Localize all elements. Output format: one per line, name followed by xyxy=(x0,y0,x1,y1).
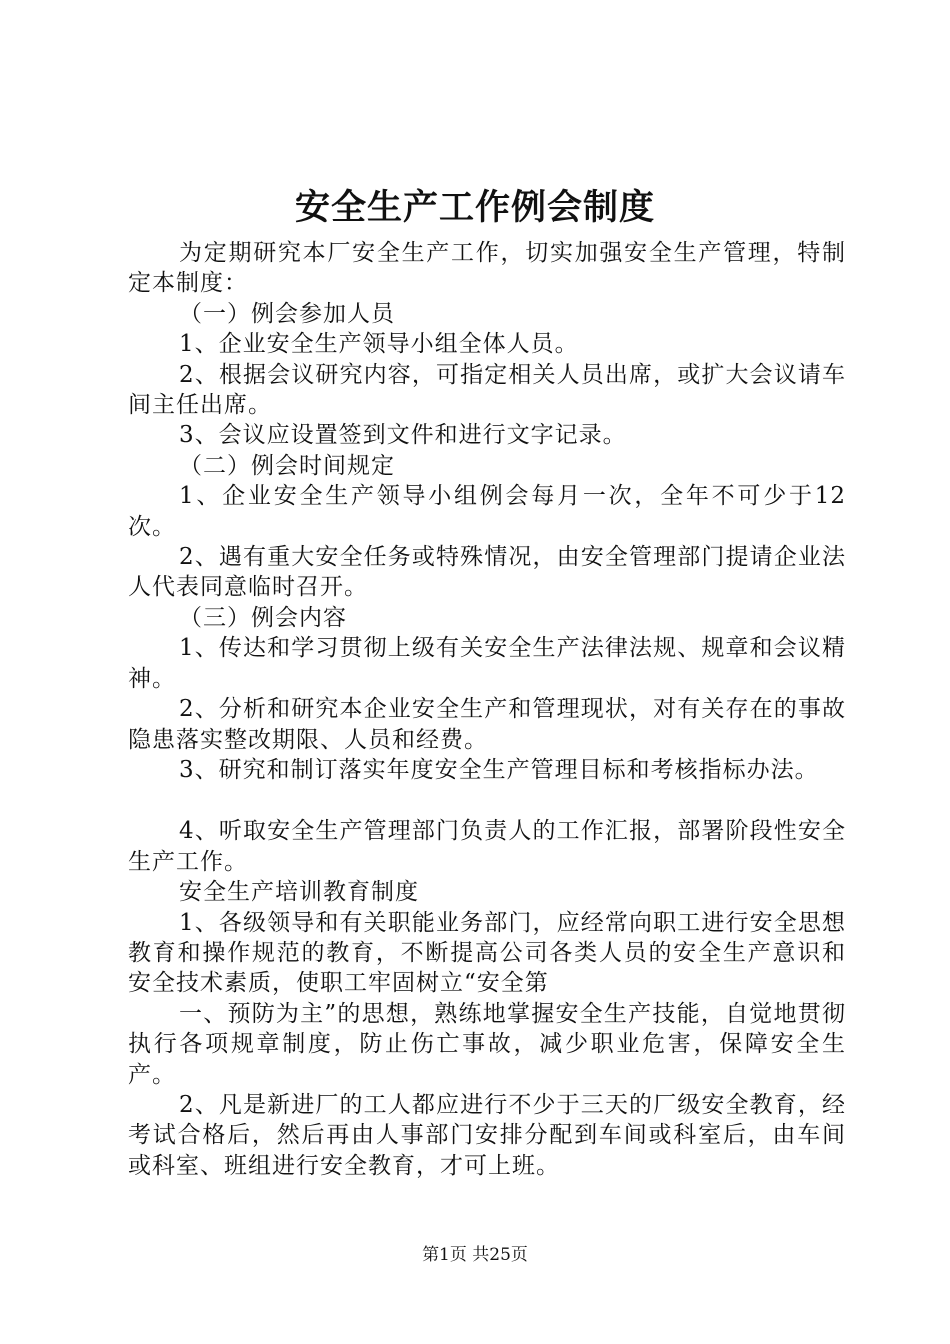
paragraph-item: 2、遇有重大安全任务或特殊情况，由安全管理部门提请企业法人代表同意临时召开。 xyxy=(128,544,846,601)
paragraph-item: 3、会议应设置签到文件和进行文字记录。 xyxy=(179,422,627,449)
paragraph-item: 3、研究和制订落实年度安全生产管理目标和考核指标办法。 xyxy=(179,756,819,783)
section-heading-2: （二）例会时间规定 xyxy=(179,452,395,479)
section-heading-training: 安全生产培训教育制度 xyxy=(179,879,419,906)
paragraph-item: 2、凡是新进厂的工人都应进行不少于三天的厂级安全教育，经考试合格后，然后再由人事部门安排分配到车间或科室后，由车间或科室、班组进行安全教育，才可上班。 xyxy=(128,1091,846,1179)
page-footer: 第1页 共25页 xyxy=(422,1245,528,1265)
paragraph-item: 4、听取安全生产管理部门负责人的工作汇报，部署阶段性安全生产工作。 xyxy=(128,818,846,875)
paragraph-item: 一、预防为主”的思想，熟练地掌握安全生产技能，自觉地贯彻执行各项规章制度，防止伤亡事故，减少职业危害，保障安全生产。 xyxy=(128,1000,846,1088)
section-heading-3: （三）例会内容 xyxy=(179,604,347,631)
paragraph-item: 1、企业安全生产领导小组全体人员。 xyxy=(179,331,579,358)
paragraph-item: 2、分析和研究本企业安全生产和管理现状，对有关存在的事故隐患落实整改期限、人员和经费。 xyxy=(128,696,846,753)
paragraph-item: 1、传达和学习贯彻上级有关安全生产法律法规、规章和会议精神。 xyxy=(128,635,846,692)
paragraph-intro: 为定期研究本厂安全生产工作，切实加强安全生产管理，特制定本制度： xyxy=(128,240,846,297)
document-body xyxy=(128,238,846,1181)
section-heading-1: （一）例会参加人员 xyxy=(179,300,395,327)
paragraph-item: 1、各级领导和有关职能业务部门，应经常向职工进行安全思想教育和操作规范的教育，不断提高公司各类人员的安全生产意识和安全技术素质，使职工牢固树立“安全第 xyxy=(128,909,846,997)
document-title: 安全生产工作例会制度 xyxy=(294,187,655,228)
paragraph-item: 1、企业安全生产领导小组例会每月一次，全年不可少于12次。 xyxy=(128,483,846,540)
paragraph-item: 2、根据会议研究内容，可指定相关人员出席，或扩大会议请车间主任出席。 xyxy=(128,361,846,419)
